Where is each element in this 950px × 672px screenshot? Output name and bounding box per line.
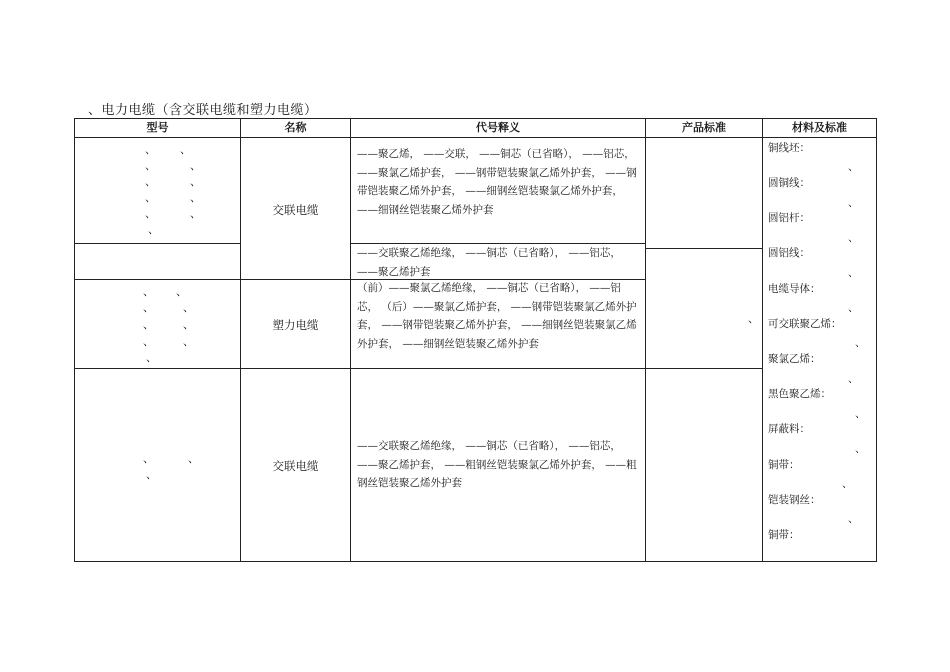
tick-mark: 、 (145, 175, 156, 188)
row-divider (74, 368, 645, 369)
material-label: 圆铝线： (768, 247, 810, 259)
tick-mark: 、 (188, 452, 199, 465)
table-border-bottom (74, 561, 877, 562)
table-border-left (74, 118, 75, 562)
tick-mark: 、 (143, 285, 154, 298)
column-divider (350, 118, 351, 562)
tick-mark: 、 (855, 337, 866, 349)
tick-mark: 、 (848, 267, 859, 279)
header-model: 型号 (146, 121, 169, 134)
header-name: 名称 (284, 121, 307, 134)
tick-mark: 、 (748, 312, 759, 325)
tick-mark: 、 (145, 207, 156, 220)
material-label: 电缆导体： (768, 283, 821, 295)
material-label: 铜线坯： (768, 142, 810, 154)
tick-mark: 、 (855, 443, 866, 455)
column-divider (762, 118, 763, 562)
row-divider (645, 368, 762, 369)
material-label: 聚氯乙烯： (768, 353, 821, 365)
tick-mark: 、 (190, 175, 201, 188)
material-label: 可交联聚乙烯： (768, 318, 842, 330)
code-meaning-cell: （前）——聚氯乙烯绝缘， ——铜芯（已省略）， ——铝芯， （后）——聚氯乙烯护套， ——钢带铠装聚氯乙烯外护套， ——钢带铠装聚乙烯外护套， ——细钢丝铠装聚氯乙烯外护套， ——细钢丝铠装聚乙烯外护套 (357, 282, 637, 350)
tick-mark: 、 (143, 301, 154, 314)
header-product-standard: 产品标准 (682, 121, 726, 134)
column-divider (645, 118, 646, 562)
material-label: 铜带： (768, 459, 800, 471)
material-label: 屏蔽料： (768, 423, 810, 435)
tick-mark: 、 (148, 223, 159, 236)
tick-mark: 、 (145, 143, 156, 156)
tick-mark: 、 (145, 159, 156, 172)
row-name-cell: 交联电缆 (272, 203, 319, 217)
tick-mark: 、 (190, 207, 201, 220)
table-header-divider (74, 137, 877, 138)
tick-mark: 、 (183, 301, 194, 314)
tick-mark: 、 (842, 478, 853, 490)
row-name-cell: 塑力电缆 (272, 318, 319, 332)
table-border-right (876, 118, 877, 562)
tick-mark: 、 (146, 468, 157, 481)
tick-mark: 、 (848, 197, 859, 209)
material-label: 铠装钢丝： (768, 494, 821, 506)
material-label: 圆铝杆： (768, 212, 810, 224)
section-title: 、电力电缆（含交联电缆和塑力电缆） (88, 103, 318, 118)
tick-mark: 、 (183, 335, 194, 348)
tick-mark: 、 (848, 302, 859, 314)
material-label: 黑色聚乙烯： (768, 388, 831, 400)
tick-mark: 、 (145, 191, 156, 204)
tick-mark: 、 (183, 318, 194, 331)
tick-mark: 、 (176, 285, 187, 298)
header-code-meaning: 代号释义 (476, 121, 520, 134)
tick-mark: 、 (190, 191, 201, 204)
row-divider (74, 243, 240, 244)
code-meaning-cell: ——交联聚乙烯绝缘， ——铜芯（已省略）， ——铝芯， ——聚乙烯护套 (357, 247, 621, 278)
tick-mark: 、 (190, 159, 201, 172)
code-meaning-cell: ——聚乙烯， ——交联， ——铜芯（已省略）， ——铝芯， ——聚氯乙烯护套， ——钢带铠装聚氯乙烯外护套， ——钢带铠装聚乙烯外护套， ——细钢丝铠装聚氯乙烯外护套， ——细钢丝铠装聚乙烯外护套 (357, 148, 637, 216)
code-meaning-cell: ——交联聚乙烯绝缘， ——铜芯（已省略）， ——铝芯， ——聚乙烯护套， ——粗钢丝铠装聚氯乙烯外护套， ——粗钢丝铠装聚乙烯外护套 (357, 440, 637, 489)
tick-mark: 、 (143, 335, 154, 348)
header-material-standard: 材料及标准 (792, 121, 847, 134)
tick-mark: 、 (848, 161, 859, 173)
tick-mark: 、 (848, 513, 859, 525)
tick-mark: 、 (146, 351, 157, 364)
tick-mark: 、 (143, 452, 154, 465)
material-label: 铜带： (768, 529, 800, 541)
row-name-cell: 交联电缆 (272, 459, 319, 473)
material-label: 圆铜线： (768, 177, 810, 189)
tick-mark: 、 (848, 232, 859, 244)
column-divider (240, 118, 241, 562)
tick-mark: 、 (180, 143, 191, 156)
tick-mark: 、 (855, 408, 866, 420)
tick-mark: 、 (848, 373, 859, 385)
row-divider (645, 248, 762, 249)
tick-mark: 、 (143, 318, 154, 331)
